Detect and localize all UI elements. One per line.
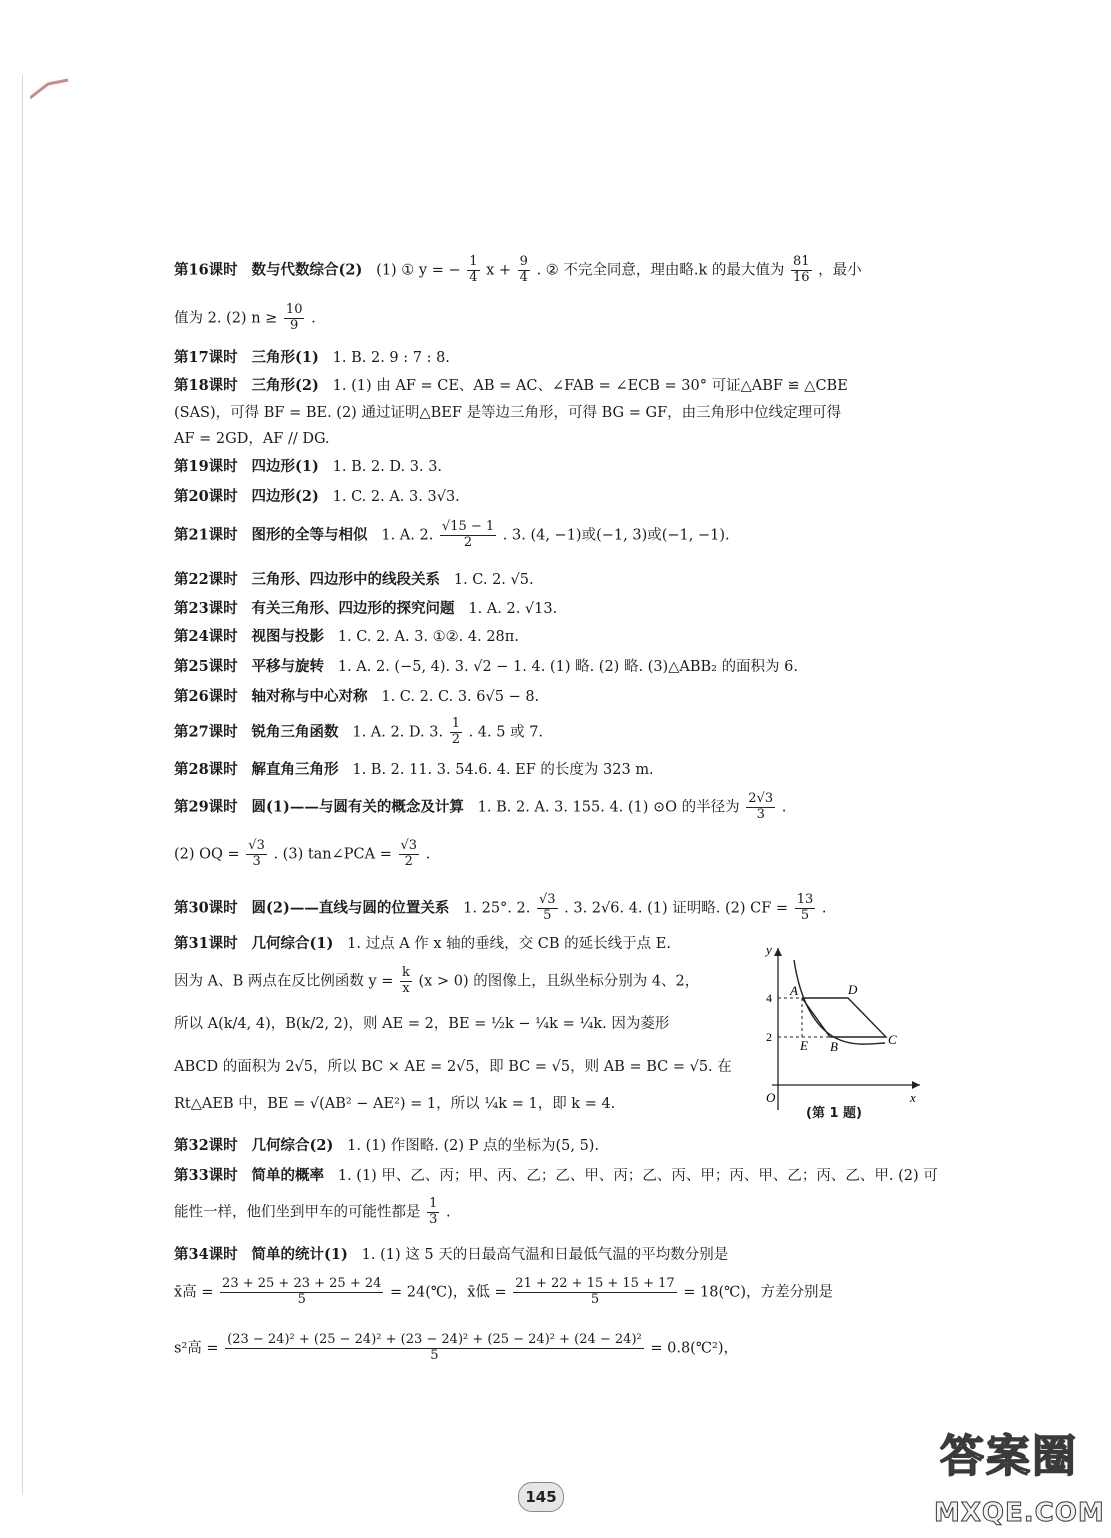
lesson-24 [174, 628, 519, 647]
y-axis-arrow [774, 948, 782, 956]
figure-hyperbola-rhombus [760, 940, 930, 1120]
lesson-31-line-5 [174, 1095, 615, 1114]
answer-text: (SAS)，可得 BF = BE. (2) 通过证明△BEF 是等边三角形，可得 BG = GF，由三角形中位线定理可得 [174, 405, 842, 421]
lesson-topic: 四边形(2) [251, 488, 319, 505]
fraction: $\frac{1}{4}$ [469, 254, 478, 285]
lesson-33-line-1 [174, 1167, 938, 1186]
label-d: D [848, 982, 858, 997]
lesson-head: 第23课时 [174, 600, 238, 617]
answer-text: 1. (1) 这 5 天的日最高气温和日最低气温的平均数分别是 [361, 1247, 729, 1263]
answer-text: (1) ① y = − [376, 262, 461, 279]
lesson-head: 第24课时 [174, 628, 238, 645]
answer-text: . [781, 799, 787, 816]
corner-mark [30, 78, 70, 100]
label-o: O [766, 1090, 776, 1105]
answer-text: 1. (1) 甲、乙、丙；甲、丙、乙；乙、甲、丙；乙、丙、甲；丙、甲、乙；丙、乙、甲. (2) 可 [337, 1168, 938, 1184]
lesson-head: 第25课时 [174, 658, 238, 675]
answer-text: 1. (1) 由 AF = CE、AB = AC、∠FAB = ∠ECB = 30° 可证△ABF ≌ △CBE [332, 378, 848, 394]
lesson-19 [174, 458, 442, 477]
watermark-url: MXQE.COM [934, 1498, 1105, 1528]
answer-text: 1. 过点 A 作 x 轴的垂线，交 CB 的延长线于点 E. [347, 936, 671, 952]
answer-text: Rt△AEB 中，BE = √(AB² − AE²) = 1，所以 ¼k = 1，即 k = 4. [174, 1096, 616, 1112]
lesson-21 [174, 520, 730, 551]
fraction: $\frac{√15 - 1}{2}$ [441, 519, 495, 550]
lesson-head: 第18课时 [174, 377, 238, 394]
lesson-head: 第30课时 [174, 899, 238, 917]
answer-text: = 24(℃)，x̄低 = [390, 1284, 507, 1301]
fraction: (23 − 24)² + (25 − 24)² + (23 − 24)² + (25 − 24)² + (24 − 24)² 5 [227, 1332, 642, 1363]
lesson-head: 第27课时 [174, 723, 238, 741]
lesson-head: 第20课时 [174, 488, 238, 505]
fraction: $\frac{9}{4}$ [519, 254, 528, 285]
answer-text: 因为 A、B 两点在反比例函数 y = [174, 973, 394, 990]
answer-text: 1. A. 2. D. 3. [352, 724, 444, 741]
answer-text: . 4. 5 或 7. [468, 724, 544, 741]
lesson-29-line-1 [174, 792, 786, 823]
lesson-head: 第34课时 [174, 1246, 238, 1263]
lesson-head: 第17课时 [174, 349, 238, 366]
answer-text: x + [486, 262, 512, 279]
answer-text: . 3. (4, −1)或(−1, 3)或(−1, −1). [502, 527, 730, 544]
fraction: $\frac{1}{3}$ [429, 1196, 438, 1227]
lesson-head: 第33课时 [174, 1167, 238, 1184]
answer-text: AF = 2GD，AF // DG. [174, 431, 330, 447]
lesson-topic: 数与代数综合(2) [251, 261, 363, 279]
answer-text: ，最小 [818, 262, 862, 279]
lesson-topic: 解直角三角形 [251, 761, 339, 778]
answer-text: 1. B. 2. D. 3. 3. [332, 459, 443, 475]
fraction: $\frac{21 + 22 + 15 + 15 + 17}{5}$ [515, 1276, 675, 1307]
fraction: $\frac{13}{5}$ [796, 892, 814, 923]
label-y: y [766, 942, 772, 957]
label-x: x [910, 1090, 916, 1105]
lesson-topic: 四边形(1) [251, 458, 319, 475]
answer-text: . [446, 1204, 451, 1221]
fraction: $\frac{10}{9}$ [285, 302, 303, 333]
answer-text: (2) OQ = [174, 846, 240, 863]
lesson-topic: 平移与旋转 [251, 658, 325, 675]
watermark-logo: 答案圈 [940, 1431, 1078, 1482]
label-b: B [830, 1039, 838, 1054]
tick-2: 2 [766, 1030, 772, 1044]
fraction: $\frac{81}{16}$ [793, 254, 810, 285]
lesson-27 [174, 717, 543, 748]
answer-text: . 3. 2√6. 4. (1) 证明略. (2) CF = [564, 900, 789, 917]
answer-text: . [821, 900, 827, 917]
answer-text: 1. 25°. 2. [463, 900, 531, 917]
fraction: $\frac{k}{x}$ [402, 965, 410, 996]
fraction: $\frac{√3}{3}$ [248, 838, 265, 869]
lesson-head: 第16课时 [174, 261, 238, 279]
page-number: 145 [518, 1482, 564, 1512]
lesson-head: 第29课时 [174, 798, 238, 816]
lesson-23 [174, 600, 557, 619]
answer-text: . [425, 846, 431, 863]
x-axis-arrow [912, 1081, 920, 1089]
lesson-18-line-2 [174, 404, 841, 423]
figure-caption: (第 1 题) [806, 1106, 862, 1121]
answer-text: . [311, 310, 316, 327]
label-e: E [800, 1038, 808, 1053]
lesson-topic: 简单的概率 [251, 1167, 325, 1184]
answer-text: = 0.8(℃²)， [650, 1340, 739, 1357]
lesson-head: 第28课时 [174, 761, 238, 778]
answer-text: 1. A. 2. √13. [468, 601, 558, 617]
lesson-18-line-1 [174, 377, 848, 396]
fraction: $\frac{23 + 25 + 23 + 25 + 24}{5}$ [222, 1276, 382, 1307]
label-a: A [790, 983, 798, 998]
lesson-topic: 图形的全等与相似 [251, 526, 368, 544]
lesson-head: 第21课时 [174, 526, 238, 544]
lesson-16-line-2 [174, 303, 316, 334]
lesson-30 [174, 893, 826, 924]
lesson-22 [174, 571, 534, 590]
lesson-31-line-2 [174, 966, 699, 997]
answer-text: . (3) tan∠PCA = [273, 846, 392, 863]
lesson-topic: 圆(2)——直线与圆的位置关系 [251, 899, 450, 917]
lesson-topic: 三角形(2) [251, 377, 319, 394]
lesson-20 [174, 488, 460, 507]
lesson-topic: 锐角三角函数 [251, 723, 339, 741]
rhombus [802, 998, 886, 1037]
lesson-33-line-2 [174, 1197, 451, 1228]
lesson-head: 第26课时 [174, 688, 238, 705]
lesson-34-line-3 [174, 1333, 738, 1364]
lesson-head: 第19课时 [174, 458, 238, 475]
fraction: $\frac{√3}{2}$ [400, 838, 418, 869]
lesson-topic: 圆(1)——与圆有关的概念及计算 [251, 798, 464, 816]
answer-text: (x > 0) 的图像上，且纵坐标分别为 4、2， [418, 973, 700, 990]
lesson-topic: 有关三角形、四边形的探究问题 [251, 600, 455, 617]
lesson-topic: 视图与投影 [251, 628, 325, 645]
fraction: $\frac{1}{2}$ [451, 716, 460, 747]
lesson-topic: 三角形、四边形中的线段关系 [251, 571, 441, 588]
lesson-25 [174, 658, 798, 677]
answer-text: ABCD 的面积为 2√5，所以 BC × AE = 2√5，即 BC = √5，则 AB = BC = √5. 在 [174, 1059, 732, 1075]
answer-text: 1. B. 2. A. 3. 155. 4. (1) ⊙O 的半径为 [477, 799, 740, 816]
answer-text: 1. C. 2. √5. [453, 572, 534, 588]
answer-text: 值为 2. (2) n ≥ [174, 310, 278, 327]
lesson-34-line-2 [174, 1277, 833, 1308]
lesson-topic: 简单的统计(1) [251, 1246, 348, 1263]
answer-text: 1. A. 2. [381, 527, 434, 544]
lesson-34-line-1 [174, 1246, 728, 1265]
lesson-topic: 轴对称与中心对称 [251, 688, 368, 705]
lesson-topic: 几何综合(1) [251, 935, 334, 952]
answer-text: x̄高 = [174, 1284, 214, 1301]
lesson-18-line-3 [174, 430, 330, 449]
lesson-topic: 几何综合(2) [251, 1137, 334, 1154]
lesson-28 [174, 761, 654, 780]
lesson-26 [174, 688, 539, 707]
lesson-head: 第22课时 [174, 571, 238, 588]
answer-text: 1. C. 2. A. 3. ①②. 4. 28π. [337, 629, 519, 645]
lesson-17 [174, 349, 450, 368]
page-edge [22, 75, 23, 1495]
answer-text: . ② 不完全同意，理由略.k 的最大值为 [536, 262, 785, 279]
lesson-31-line-1 [174, 935, 671, 954]
lesson-32 [174, 1137, 599, 1156]
hyperbola-curve [794, 960, 885, 1044]
answer-text: s²高 = [174, 1340, 219, 1357]
answer-text: 1. B. 2. 11. 3. 54.6. 4. EF 的长度为 323 m. [352, 762, 654, 778]
fraction: $\frac{2√3}{3}$ [748, 791, 774, 822]
tick-4: 4 [766, 991, 772, 1005]
answer-text: 所以 A(k/4, 4)，B(k/2, 2)，则 AE = 2，BE = ½k − ¼k = ¼k. 因为菱形 [174, 1016, 670, 1032]
answer-text: 1. C. 2. A. 3. 3√3. [332, 489, 460, 505]
fraction: $\frac{√3}{5}$ [538, 892, 556, 923]
lesson-31-line-3 [174, 1015, 669, 1034]
answer-text: 1. A. 2. (−5, 4). 3. √2 − 1. 4. (1) 略. (2) 略. (3)△ABB₂ 的面积为 6. [337, 659, 799, 675]
answer-text: 1. (1) 作图略. (2) P 点的坐标为(5, 5). [347, 1138, 600, 1154]
answer-text: 能性一样，他们坐到甲车的可能性都是 [174, 1204, 421, 1221]
lesson-31-line-4 [174, 1058, 732, 1077]
answer-text: = 18(℃)，方差分别是 [683, 1284, 833, 1301]
answer-text: 1. C. 2. C. 3. 6√5 − 8. [381, 689, 540, 705]
lesson-29-line-2 [174, 839, 430, 870]
lesson-topic: 三角形(1) [251, 349, 319, 366]
lesson-head: 第32课时 [174, 1137, 238, 1154]
lesson-16-line-1 [174, 255, 862, 286]
answer-text: 1. B. 2. 9 : 7 : 8. [332, 350, 450, 366]
lesson-head: 第31课时 [174, 935, 238, 952]
label-c: C [888, 1032, 897, 1047]
